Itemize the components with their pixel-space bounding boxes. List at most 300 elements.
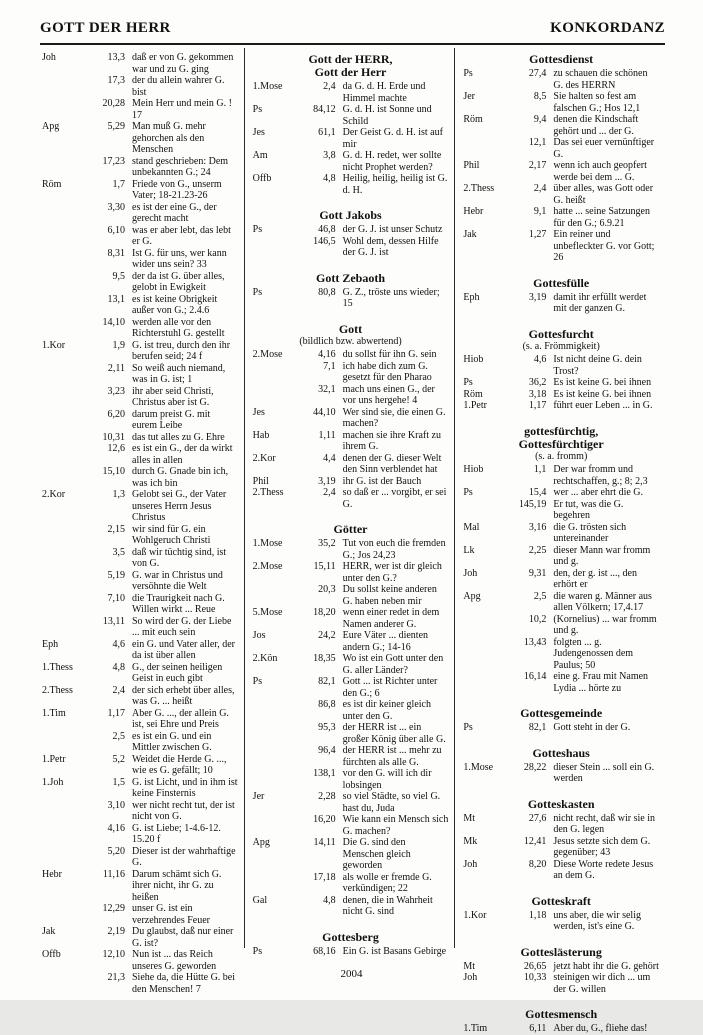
section-heading (253, 53, 449, 79)
verse-ref: 20,28 (102, 98, 125, 109)
verse-ref: 80,8 (318, 286, 336, 298)
verse-ref: 2,4 (112, 684, 125, 696)
concordance-entry (42, 869, 238, 904)
section-heading-line: Gottesfürchtiger (518, 436, 604, 451)
verse-ref: 12,29 (102, 903, 125, 914)
book-abbrev (42, 432, 84, 444)
verse-text: G. ist Licht, und in ihm ist keine Finsternis (132, 776, 238, 799)
verse-text: Ist G. für uns, wer kann wider uns sein? 33 (132, 247, 227, 270)
concordance-entry (253, 676, 449, 699)
verse-text: Friede von G., unserm Vater; 18-21.23-26 (132, 178, 222, 201)
verse-text: Wer sind sie, die einen G. machen? (342, 406, 446, 429)
verse-text: zu schauen die schönen G. des HERRN (553, 68, 648, 91)
section-heading (253, 523, 449, 536)
book-abbrev: Hiob (463, 354, 484, 365)
verse-ref: 4,8 (323, 173, 336, 184)
book-abbrev (463, 671, 505, 694)
book-abbrev: 1.Tim (42, 707, 66, 719)
concordance-entry (42, 156, 238, 179)
book-abbrev: 5.Mose (252, 607, 283, 618)
concordance-entry (42, 754, 238, 777)
concordance-entry (253, 768, 449, 791)
verse-ref: 10,31 (102, 431, 125, 443)
verse-ref: 5,29 (107, 121, 125, 132)
verse-ref: 10,33 (523, 972, 547, 983)
verse-ref: 4,8 (112, 661, 125, 673)
verse-text: steinigen wir dich ... um der G. willen (553, 972, 651, 995)
verse-ref: 1,5 (112, 776, 125, 788)
concordance-entry (253, 872, 449, 895)
concordance-entry (42, 443, 238, 466)
section-heading-line: Gottesgemeinde (520, 706, 603, 720)
book-abbrev: Jes (252, 406, 265, 418)
book-abbrev: Mt (463, 960, 476, 972)
verse-ref: 96,4 (318, 745, 336, 756)
book-abbrev (42, 616, 84, 639)
verse-ref: 44,10 (313, 406, 336, 418)
verse-ref: 3,5 (112, 546, 125, 558)
book-abbrev: Röm (42, 178, 62, 190)
concordance-entry (42, 386, 238, 409)
verse-ref: 82,1 (528, 722, 547, 733)
book-abbrev: Jak (42, 926, 56, 937)
book-abbrev: Eph (42, 638, 59, 650)
book-abbrev (42, 409, 84, 432)
book-abbrev: Hebr (463, 206, 484, 217)
verse-text: denen die Kindschaft gehört und ... der G. (553, 114, 639, 137)
book-abbrev (253, 699, 295, 722)
verse-ref: 1,18 (528, 909, 547, 921)
verse-text: G. Z., tröste uns wieder; 15 (342, 286, 440, 309)
verse-ref: 5,19 (107, 569, 125, 581)
book-abbrev: 2.Thess (463, 183, 495, 194)
book-abbrev: Jak (463, 229, 477, 240)
section-heading-line: Gotteskasten (527, 796, 595, 811)
book-abbrev: Hiob (463, 464, 484, 475)
concordance-entry (42, 685, 238, 708)
section-heading-line: Gottesfülle (533, 275, 590, 290)
concordance-entry (253, 584, 449, 607)
verse-text: du sollst für ihn G. sein (342, 349, 437, 360)
book-abbrev: Röm (463, 114, 483, 125)
book-abbrev: 2.Kön (252, 653, 278, 664)
verse-text: der da ist G. über alles, gelobt in Ewigkeit (132, 270, 225, 293)
section-heading-line: Gottesfurcht (528, 326, 594, 341)
verse-ref: 3,19 (318, 475, 336, 487)
verse-text: Dieser ist der wahrhaftige G. (132, 845, 236, 868)
concordance-entry (253, 407, 449, 430)
verse-ref: 9,4 (533, 114, 547, 125)
section-heading (463, 895, 659, 908)
verse-text: werden alle vor den Richterstuhl G. gestellt (132, 316, 225, 339)
concordance-entry (42, 409, 238, 432)
verse-text: Darum schämt sich G. ihrer nicht, ihr G. zu heißen (132, 868, 222, 903)
concordance-entry (253, 236, 449, 259)
concordance-entry (42, 593, 238, 616)
section-heading (463, 946, 659, 959)
verse-ref: 21,3 (107, 972, 125, 983)
concordance-entry (42, 432, 238, 444)
concordance-entry (253, 538, 449, 561)
book-abbrev: Phil (252, 475, 269, 487)
verse-text: Aber du, G., fliehe das! (553, 1023, 648, 1034)
verse-text: Man muß G. mehr gehorchen als den Menschen (132, 121, 206, 155)
book-abbrev: 1.Thess (42, 661, 73, 673)
verse-ref: 146,5 (313, 235, 336, 247)
concordance-entry (463, 160, 659, 183)
section-heading-line: gottesfürchtig, (524, 423, 599, 438)
concordance-entry (463, 568, 659, 591)
book-abbrev (253, 722, 295, 745)
concordance-entry (42, 466, 238, 489)
verse-ref: 27,6 (528, 812, 547, 824)
verse-ref: 2,17 (528, 160, 547, 171)
verse-text: Sie halten so fest am falschen G.; Hos 12,1 (553, 91, 641, 114)
verse-text: wenn einer redet in dem Namen anderer G. (342, 607, 440, 630)
verse-ref: 8,5 (533, 91, 547, 102)
verse-ref: 46,8 (318, 224, 336, 235)
verse-text: den, der g. ist ..., den erhört er (553, 567, 637, 590)
verse-text: Ein reiner und unbefleckter G. vor Gott; 26 (553, 229, 655, 263)
verse-ref: 17,18 (313, 871, 336, 883)
concordance-entry (463, 722, 659, 734)
verse-ref: 9,31 (528, 567, 547, 579)
section-heading-line: Gottesmensch (525, 1007, 598, 1021)
verse-ref: 7,10 (107, 592, 125, 604)
verse-ref: 1,11 (318, 429, 336, 441)
verse-ref: 1,17 (528, 400, 547, 411)
verse-ref: 11,16 (102, 868, 125, 880)
verse-ref: 84,12 (313, 104, 336, 115)
verse-text: So weiß auch niemand, was in G. ist; 1 (132, 362, 226, 385)
verse-ref: 8,31 (107, 247, 125, 259)
book-abbrev: Mt (463, 812, 476, 824)
concordance-entry (42, 271, 238, 294)
concordance-entry (253, 561, 449, 584)
book-abbrev (42, 800, 84, 823)
book-abbrev (253, 584, 295, 607)
verse-ref: 12,41 (523, 835, 547, 847)
running-head-title: KONKORDANZ (550, 20, 665, 36)
concordance-entry (42, 823, 238, 846)
book-abbrev: Mk (463, 835, 478, 847)
verse-ref: 3,10 (107, 799, 125, 811)
verse-ref: 4,4 (323, 452, 336, 464)
book-abbrev (42, 202, 84, 225)
verse-text: Heilig, heilig, heilig ist G. d. H. (342, 173, 448, 196)
verse-ref: 2,25 (528, 544, 547, 556)
section-heading-line: Gotteskraft (531, 893, 591, 908)
concordance-entry (42, 616, 238, 639)
book-abbrev (463, 614, 505, 637)
concordance-entry (463, 183, 659, 206)
concordance-entry (463, 114, 659, 137)
verse-text: Wo ist ein Gott unter den G. aller Länder? (342, 653, 444, 676)
verse-text: mach uns einen G., der vor uns hergehe! 4 (342, 383, 435, 406)
verse-text: vor den G. will ich dir lobsingen (342, 768, 432, 791)
verse-ref: 9,5 (112, 270, 125, 282)
verse-text: Eure Väter ... dienten andern G.; 14-16 (342, 630, 429, 653)
concordance-entry (253, 173, 449, 196)
verse-ref: 2,4 (533, 183, 547, 194)
verse-ref: 5,2 (112, 753, 125, 765)
concordance-entry (42, 294, 238, 317)
section-heading (253, 209, 449, 222)
concordance-entry (253, 745, 449, 768)
section-subheading: (s. a. fromm) (535, 450, 588, 462)
book-abbrev (253, 384, 295, 407)
verse-ref: 61,1 (318, 127, 336, 138)
section-heading (463, 425, 659, 463)
book-abbrev: 1.Petr (463, 400, 487, 411)
book-abbrev: 1.Mose (252, 81, 283, 92)
book-abbrev (253, 236, 295, 259)
concordance-entry (42, 75, 238, 98)
book-abbrev: Eph (463, 291, 480, 303)
verse-text: Diese Worte redete Jesus an dem G. (553, 858, 654, 881)
concordance-entry (42, 524, 238, 547)
verse-text: so viel Städte, so viel G. hast du, Juda (342, 791, 441, 814)
section-heading-line: Gott der Herr (314, 65, 387, 79)
concordance-entry (42, 800, 238, 823)
verse-ref: 2,15 (107, 523, 125, 535)
concordance-entry (463, 68, 659, 91)
verse-ref: 3,18 (528, 388, 547, 400)
book-abbrev (42, 294, 84, 317)
book-abbrev (463, 499, 505, 522)
concordance-entry (42, 179, 238, 202)
verse-ref: 1,7 (112, 178, 125, 190)
book-abbrev: 1.Petr (42, 753, 66, 765)
book-abbrev: Joh (463, 972, 478, 983)
section-subheading: (s. a. Frömmigkeit) (522, 340, 600, 352)
concordance-entry (42, 248, 238, 271)
verse-text: Die G. sind den Menschen gleich geworden (342, 837, 411, 871)
section-heading-line: Gottesdienst (529, 52, 594, 66)
verse-ref: 35,2 (318, 538, 336, 549)
concordance-entry (253, 476, 449, 488)
book-abbrev: 1.Tim (463, 1023, 488, 1034)
verse-text: ein G. und Vater aller, der da ist über allen (132, 638, 235, 661)
book-abbrev: Offb (252, 173, 272, 184)
section-heading-line: Gotteshaus (532, 745, 590, 760)
concordance-entry (463, 377, 659, 389)
verse-ref: 13,1 (107, 293, 125, 305)
concordance-entry (253, 361, 449, 384)
book-abbrev: Ps (463, 68, 473, 79)
concordance-entry (463, 637, 659, 672)
concordance-entry (463, 389, 659, 401)
book-abbrev (253, 814, 295, 837)
book-abbrev: 2.Thess (42, 684, 73, 696)
verse-ref: 138,1 (313, 768, 336, 779)
verse-text: jetzt habt ihr die G. gehört (553, 960, 659, 972)
verse-ref: 2,19 (107, 926, 125, 937)
verse-ref: 5,20 (107, 845, 125, 857)
verse-text: wir sind für G. ein Wohlgeruch Christi (132, 523, 211, 546)
concordance-entry (253, 837, 449, 872)
verse-text: eine g. Frau mit Namen Lydia ... hörte zu (553, 671, 649, 694)
verse-ref: 17,3 (107, 75, 125, 86)
book-abbrev (42, 846, 84, 869)
section-heading-line: Gotteslästerung (520, 944, 602, 959)
verse-ref: 3,8 (323, 150, 336, 161)
verse-ref: 4,8 (323, 894, 336, 906)
verse-text: Aber G. ..., der allein G. ist, sei Ehre und Preis (132, 707, 229, 730)
verse-text: als wolle er fremde G. verkündigen; 22 (342, 871, 432, 894)
verse-ref: 6,20 (107, 408, 125, 420)
concordance-entry (463, 671, 659, 694)
book-abbrev: Ps (252, 286, 263, 298)
book-abbrev (42, 823, 84, 846)
verse-ref: 16,14 (523, 671, 547, 682)
verse-text: nicht recht, daß wir sie in den G. legen (553, 812, 655, 835)
verse-ref: 13,43 (523, 636, 547, 648)
section-heading-line: Gottesberg (322, 929, 379, 944)
book-abbrev: Jes (252, 127, 265, 138)
verse-text: da G. d. H. Erde und Himmel machte (342, 81, 426, 104)
book-abbrev (42, 156, 84, 179)
verse-ref: 12,6 (107, 443, 125, 454)
book-abbrev (42, 225, 84, 248)
book-abbrev: Joh (42, 52, 56, 63)
book-abbrev: 2.Kor (252, 452, 276, 464)
verse-text: So wird der G. der Liebe ... mit euch sein (132, 615, 232, 638)
section-heading (463, 1008, 659, 1021)
concordance-entry (463, 464, 659, 487)
concordance-entry (42, 639, 238, 662)
verse-ref: 3,30 (107, 201, 125, 213)
concordance-entry (42, 489, 238, 524)
verse-ref: 18,35 (313, 653, 336, 664)
book-abbrev (463, 137, 505, 160)
book-abbrev: Gal (252, 894, 268, 906)
verse-text: G., der seinen heiligen Geist in euch gibt (132, 661, 223, 684)
concordance-entry (42, 363, 238, 386)
verse-ref: 2,5 (533, 590, 547, 602)
concordance-entry (253, 430, 449, 453)
concordance-entry (463, 545, 659, 568)
verse-text: stand geschrieben: Dem unbekannten G.; 24 (132, 155, 229, 178)
verse-ref: 17,23 (102, 155, 125, 167)
verse-ref: 20,3 (318, 584, 336, 595)
concordance-entry (42, 662, 238, 685)
book-abbrev: Ps (463, 377, 473, 388)
verse-text: Du sollst keine anderen G. haben neben mir (342, 584, 437, 607)
verse-ref: 1,17 (107, 707, 125, 719)
verse-text: Weidet die Herde G. ..., wie es G. gefällt; 10 (132, 753, 227, 776)
column-3 (454, 48, 665, 1034)
concordance-entry (463, 836, 659, 859)
book-abbrev: 2.Mose (252, 349, 283, 360)
header-rule (40, 43, 665, 45)
verse-text: wenn ich auch geopfert werde bei dem ... G. (553, 160, 647, 183)
column-2 (244, 48, 455, 957)
verse-text: Es ist keine G. bei ihnen (553, 388, 652, 400)
concordance-entry (463, 292, 659, 315)
verse-ref: 8,20 (528, 858, 547, 870)
concordance-entry (463, 591, 659, 614)
verse-text: Gott ... ist Richter unter den G.; 6 (342, 676, 438, 699)
section-heading (463, 328, 659, 353)
verse-ref: 6,10 (107, 224, 125, 236)
book-abbrev: Joh (463, 567, 478, 579)
verse-text: Nun ist ... das Reich unseres G. geworden (132, 949, 217, 972)
concordance-entry (253, 791, 449, 814)
verse-ref: 86,8 (318, 699, 336, 710)
concordance-entry (253, 814, 449, 837)
book-abbrev: Jos (252, 630, 266, 641)
book-abbrev (253, 768, 295, 791)
concordance-entry (463, 522, 659, 545)
verse-text: G. ist treu, durch den ihr berufen seid; 24 f (132, 339, 231, 362)
concordance-entry (463, 910, 659, 933)
concordance-entry (463, 354, 659, 377)
section-heading (253, 931, 449, 944)
verse-ref: 2,4 (323, 487, 336, 498)
verse-ref: 13,3 (107, 52, 125, 63)
book-abbrev: Mal (463, 521, 480, 533)
verse-text: Es ist keine G. bei ihnen (553, 377, 652, 388)
concordance-entry (42, 340, 238, 363)
verse-text: Der war fromm und rechtschaffen, g.; 8; 2,3 (553, 464, 648, 487)
running-head-keyword: GOTT DER HERR (40, 20, 171, 36)
section-heading (463, 707, 659, 720)
verse-text: folgten ... g. Judengenossen dem Paulus; 50 (553, 636, 634, 671)
book-abbrev: Am (252, 150, 268, 161)
book-abbrev: Ps (252, 945, 263, 957)
verse-ref: 3,16 (528, 521, 547, 533)
verse-text: Er tut, was die G. begehren (553, 498, 624, 521)
verse-ref: 10,2 (528, 613, 547, 625)
section-subheading: (bildlich bzw. abwertend) (299, 335, 402, 347)
verse-text: durch G. Gnade bin ich, was ich bin (132, 466, 229, 489)
verse-text: Ist nicht deine G. dein Trost? (553, 354, 642, 377)
verse-text: der HERR ist ... mehr zu fürchten als alle G. (342, 745, 442, 768)
verse-text: es ist ein G., der da wirkt alles in allen (132, 443, 233, 466)
verse-text: der du allein wahrer G. bist (132, 75, 225, 98)
verse-text: Tut von euch die fremden G.; Jos 24,23 (342, 538, 446, 561)
book-abbrev: Apg (463, 590, 481, 602)
book-abbrev: Ps (252, 224, 263, 235)
section-heading (253, 323, 449, 348)
verse-text: die waren g. Männer aus allen Völkern; 17,4.17 (553, 590, 652, 613)
verse-text: denen, die in Wahrheit nicht G. sind (342, 894, 433, 917)
concordance-entry (253, 81, 449, 104)
concordance-entry (253, 653, 449, 676)
verse-text: Mein Herr und mein G. ! 17 (132, 98, 232, 121)
book-abbrev: Jer (463, 91, 476, 102)
verse-ref: 95,3 (318, 722, 336, 733)
section-heading-line: Gott der HERR, (308, 52, 393, 66)
verse-ref: 15,10 (102, 466, 125, 477)
concordance-entry (463, 859, 659, 882)
verse-ref: 1,3 (112, 489, 125, 500)
book-abbrev: Ps (463, 487, 473, 498)
verse-text: uns aber, die wir selig werden, ist's eine G. (553, 909, 641, 932)
book-abbrev: 2.Kor (42, 489, 66, 500)
verse-ref: 28,22 (523, 761, 547, 773)
concordance-entry (253, 630, 449, 653)
book-abbrev (42, 570, 84, 593)
verse-ref: 24,2 (318, 630, 336, 641)
verse-ref: 13,11 (102, 615, 125, 627)
verse-text: der HERR ist ... ein großer König über alle G. (342, 722, 446, 745)
verse-text: ihr G. ist der Bauch (342, 475, 422, 487)
book-abbrev (42, 386, 84, 409)
concordance-entry (463, 813, 659, 836)
verse-text: unser G. ist ein verzehrendes Feuer (132, 903, 211, 926)
